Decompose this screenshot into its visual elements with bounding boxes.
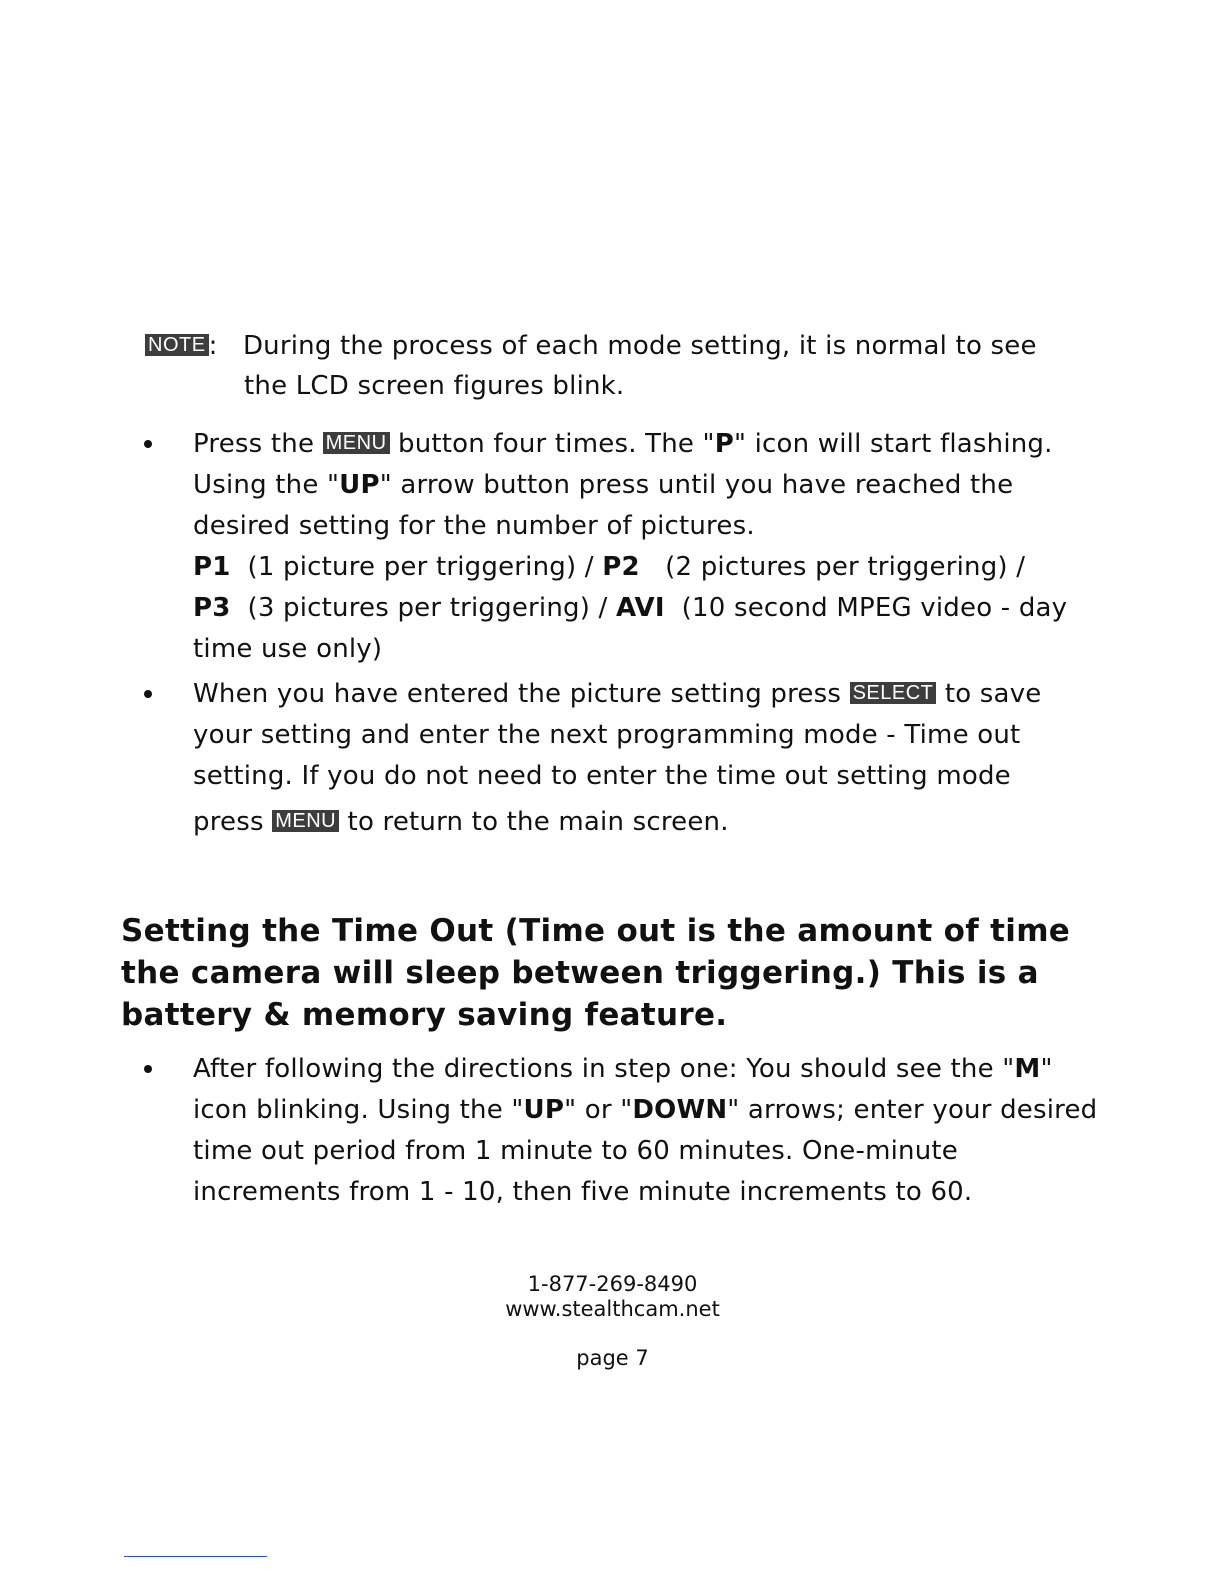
bullet-2-dot <box>144 690 152 698</box>
section-heading-line-1: Setting the Time Out (Time out is the amount of time <box>121 913 1071 949</box>
bullet-2-line-2 <box>193 718 1020 752</box>
note-line-1 <box>145 329 1037 363</box>
note-text-1: During the process of each mode setting, it is normal to see <box>242 331 1037 361</box>
footer-page-number: page 7 <box>576 1346 649 1370</box>
menu-button-label: MENU <box>272 810 339 832</box>
note-colon: : <box>208 331 218 361</box>
bullet-1-line-3 <box>193 509 755 543</box>
bullet-3-text: After following the directions in step one: You should see the " <box>193 1054 1015 1084</box>
bullet-1-text: Using the " <box>193 470 340 500</box>
bullet-1-text: time use only) <box>193 634 383 664</box>
section-heading-line-2: the camera will sleep between triggering.) This is a <box>121 955 1039 991</box>
p2-description: (2 pictures per triggering) / <box>665 552 1026 582</box>
bullet-2-line-3 <box>193 759 1011 793</box>
bullet-3-text: increments from 1 - 10, then five minute increments to 60. <box>193 1177 973 1207</box>
p-icon-label: P <box>714 429 734 459</box>
note-line-2 <box>244 369 624 403</box>
bullet-2-text: your setting and enter the next programming mode - Time out <box>193 720 1021 750</box>
p1-description: (1 picture per triggering) / <box>247 552 594 582</box>
footer-phone: 1-877-269-8490 <box>527 1272 698 1296</box>
select-button-label: SELECT <box>850 682 937 704</box>
bullet-2-line-1 <box>193 677 1041 711</box>
avi-description: (10 second MPEG video - day <box>681 593 1068 623</box>
bullet-3-line-1 <box>193 1052 1053 1086</box>
bullet-3-line-2 <box>193 1093 1097 1127</box>
p3-description: (3 pictures per triggering) / <box>247 593 608 623</box>
bullet-1-line-6 <box>193 632 382 666</box>
p2-label: P2 <box>602 552 640 582</box>
bullet-2-text: setting. If you do not need to enter the time out setting mode <box>193 761 1011 791</box>
bullet-3-line-3 <box>193 1134 958 1168</box>
note-text-2: the LCD screen figures blink. <box>244 371 625 401</box>
bullet-1-line-4 <box>193 550 1025 584</box>
bullet-3-line-4 <box>193 1175 972 1209</box>
bullet-2-text: to save <box>944 679 1042 709</box>
bullet-1-text: Press the <box>193 429 315 459</box>
bullet-2-text: press <box>193 807 264 837</box>
bullet-1-dot <box>144 440 152 448</box>
bullet-1-line-2 <box>193 468 1013 502</box>
bullet-1-text: " arrow button press until you have reached the <box>379 470 1014 500</box>
p1-label: P1 <box>193 552 231 582</box>
avi-label: AVI <box>615 593 665 623</box>
bullet-1-line-1 <box>193 427 1053 461</box>
footer-website[interactable]: www.stealthcam.net <box>505 1297 720 1321</box>
bullet-3-dot <box>144 1065 152 1073</box>
bullet-2-line-4 <box>193 805 729 839</box>
bullet-3-text: icon blinking. Using the " <box>193 1095 524 1125</box>
up-label: UP <box>339 470 380 500</box>
bullet-1-text: button four times. The " <box>398 429 715 459</box>
bullet-3-text: time out period from 1 minute to 60 minutes. One-minute <box>193 1136 958 1166</box>
section-heading-line-3: battery & memory saving feature. <box>121 997 728 1033</box>
bullet-2-text: When you have entered the picture setting press <box>193 679 842 709</box>
bullet-3-text: " <box>1040 1054 1053 1084</box>
note-label: NOTE <box>145 334 209 356</box>
m-icon-label: M <box>1014 1054 1041 1084</box>
down-label: DOWN <box>632 1095 728 1125</box>
bullet-2-text: to return to the main screen. <box>347 807 729 837</box>
link-underline-decoration <box>124 1556 267 1557</box>
bullet-1-text: desired setting for the number of pictures. <box>193 511 755 541</box>
up-label: UP <box>523 1095 565 1125</box>
bullet-1-line-5 <box>193 591 1067 625</box>
p3-label: P3 <box>193 593 231 623</box>
bullet-3-text: " arrows; enter your desired <box>727 1095 1098 1125</box>
bullet-1-text: " icon will start flashing. <box>733 429 1053 459</box>
bullet-3-text: " or " <box>564 1095 633 1125</box>
menu-button-label: MENU <box>323 432 390 454</box>
